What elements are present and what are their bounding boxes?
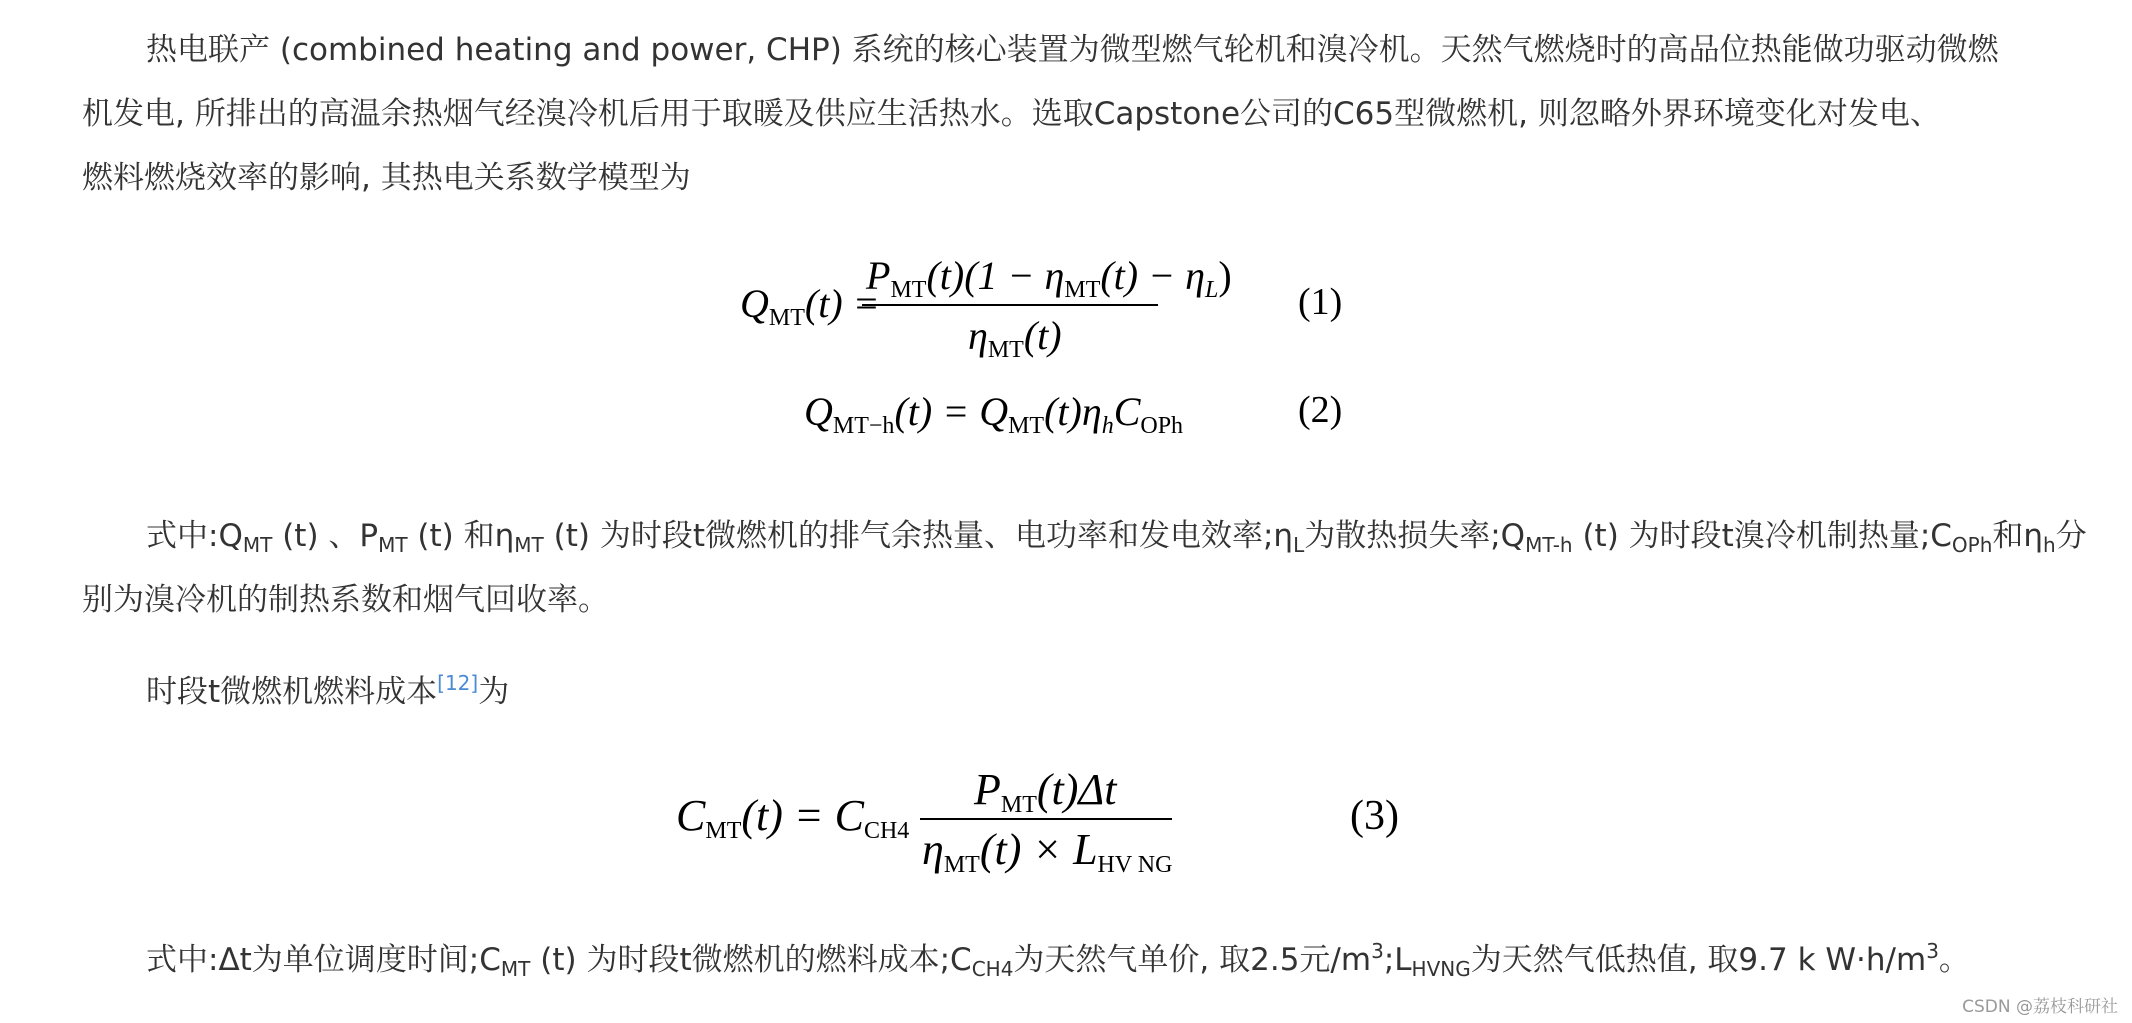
p4-sup: 3 xyxy=(1926,939,1939,963)
eq2-lhs-arg: (t) = xyxy=(894,389,980,434)
p4-text: 为天然气单价, 取2.5元/m xyxy=(1013,942,1372,978)
p2-text: 为散热损失率;Q xyxy=(1304,518,1526,554)
eq1-num-eta-sub: MT xyxy=(1064,277,1101,303)
eq3-lhs-c: C xyxy=(676,791,706,840)
eq3-numerator xyxy=(974,764,1117,818)
eq3-lhs-arg: (t) = xyxy=(741,791,835,840)
eq2-rhs-arg: (t) xyxy=(1044,389,1082,434)
p2-text: (t) 、P xyxy=(272,518,379,554)
p4-sub: HVNG xyxy=(1411,957,1471,981)
eq1-num-t2: (t) − xyxy=(1100,253,1186,298)
eq1-num-t: (t)(1 − xyxy=(926,253,1045,298)
eq3-number: (3) xyxy=(1350,793,1399,839)
eq1-num-eta: η xyxy=(1044,253,1065,298)
eq2-lhs-sub: MT−h xyxy=(832,413,895,439)
p2-sub: OPh xyxy=(1951,533,1993,557)
eq1-denominator xyxy=(968,312,1062,363)
paragraph-line: 热电联产 (combined heating and power, CHP) 系统的核心装置为微型燃气轮机和溴冷机。天然气燃烧时的高品位热能做功驱动微燃 xyxy=(146,32,1999,68)
eq1-num-eta2: η xyxy=(1185,253,1205,298)
p4-sup: 3 xyxy=(1371,939,1384,963)
eq1-lhs-symbol: Q xyxy=(740,281,769,326)
eq1-den-sub: MT xyxy=(987,337,1024,363)
eq3-num-sub: MT xyxy=(1000,792,1037,818)
eq1-lhs-arg: (t) = xyxy=(804,281,880,326)
p2-text: 和η xyxy=(1992,518,2044,554)
eq2-rhs-sub: MT xyxy=(1008,413,1045,439)
eq3-den-l-sub: HV NG xyxy=(1097,852,1173,878)
paragraph-line: 机发电, 所排出的高温余热烟气经溴冷机后用于取暖及供应生活热水。选取Capstone公司的C65型微燃机, 则忽略外界环境变化对发电、 xyxy=(82,96,1941,132)
paragraph-chp-intro xyxy=(82,18,2092,210)
paragraph-cost-parameters xyxy=(82,928,2092,992)
eq2-body xyxy=(804,388,1184,439)
p4-sub: MT xyxy=(500,957,531,981)
eq3-num-p: P xyxy=(974,765,1001,814)
eq1-num-close: ) xyxy=(1218,253,1232,298)
p3-suffix: 为 xyxy=(478,674,510,710)
p2-sub: MT xyxy=(514,533,544,557)
eq2-c-sub: OPh xyxy=(1140,413,1184,439)
paragraph-line: 燃料燃烧效率的影响, 其热电关系数学模型为 xyxy=(82,160,691,196)
eq3-denominator xyxy=(922,824,1173,878)
p2-sub: MT xyxy=(242,533,273,557)
paragraph-fuel-cost-intro xyxy=(82,660,2092,724)
eq1-den-eta: η xyxy=(968,313,988,358)
p2-sub: MT-h xyxy=(1525,533,1573,557)
p2-sub: h xyxy=(2043,533,2056,557)
eq2-eta-sub: h xyxy=(1101,413,1114,439)
p4-text: 式中:Δt为单位调度时间;C xyxy=(146,942,501,978)
p2-text: 分别为溴冷机的制热系数和烟气回收率。 xyxy=(82,518,2087,618)
p2-text: (t) 和η xyxy=(407,518,515,554)
eq2-lhs-symbol: Q xyxy=(804,389,833,434)
eq3-lhs-sub: MT xyxy=(705,818,742,844)
eq1-numerator xyxy=(866,252,1232,303)
p2-text: (t) 为时段t溴冷机制热量;C xyxy=(1572,518,1952,554)
citation-link[interactable]: [12] xyxy=(437,671,479,695)
p4-sub: CH4 xyxy=(971,957,1014,981)
eq3-den-sub: MT xyxy=(943,852,980,878)
paragraph-symbol-definitions xyxy=(82,504,2092,632)
eq3-lhs xyxy=(676,790,910,844)
p4-text: ;L xyxy=(1383,942,1412,978)
eq1-number: (1) xyxy=(1298,281,1343,323)
p2-text: 式中:Q xyxy=(146,518,243,554)
p4-text: 为天然气低热值, 取9.7 k W·h/m xyxy=(1470,942,1927,978)
p3-text: 时段t微燃机燃料成本 xyxy=(146,674,438,710)
eq1-lhs-subscript: MT xyxy=(768,305,805,331)
eq2-eta: η xyxy=(1081,389,1102,434)
eq3-c2-sub: CH4 xyxy=(863,818,910,844)
eq1-den-arg: (t) xyxy=(1023,313,1062,358)
eq3-den-arg: (t) × xyxy=(979,825,1074,874)
p4-text: (t) 为时段t微燃机的燃料成本;C xyxy=(530,942,972,978)
p2-text: (t) 为时段t微燃机的排气余热量、电功率和发电效率;η xyxy=(543,518,1294,554)
eq1-num-p-sub: MT xyxy=(890,277,927,303)
eq2-rhs-q: Q xyxy=(979,389,1009,434)
p2-sub: MT xyxy=(378,533,408,557)
eq3-fraction-bar xyxy=(920,818,1172,820)
eq3-den-eta: η xyxy=(922,825,944,874)
eq3-num-arg: (t)Δt xyxy=(1036,765,1117,814)
eq1-num-eta2-sub: L xyxy=(1204,277,1219,303)
eq3-den-l: L xyxy=(1073,825,1098,874)
eq1-fraction-bar xyxy=(862,304,1158,306)
eq2-c: C xyxy=(1113,389,1141,434)
eq1-lhs xyxy=(740,280,880,331)
csdn-watermark: CSDN @荔枝科研社 xyxy=(1962,997,2118,1017)
p4-text: 。 xyxy=(1938,942,1970,978)
p2-sub: L xyxy=(1293,533,1305,557)
eq3-c2: C xyxy=(834,791,864,840)
eq2-number: (2) xyxy=(1298,389,1343,431)
eq1-num-p: P xyxy=(866,253,891,298)
